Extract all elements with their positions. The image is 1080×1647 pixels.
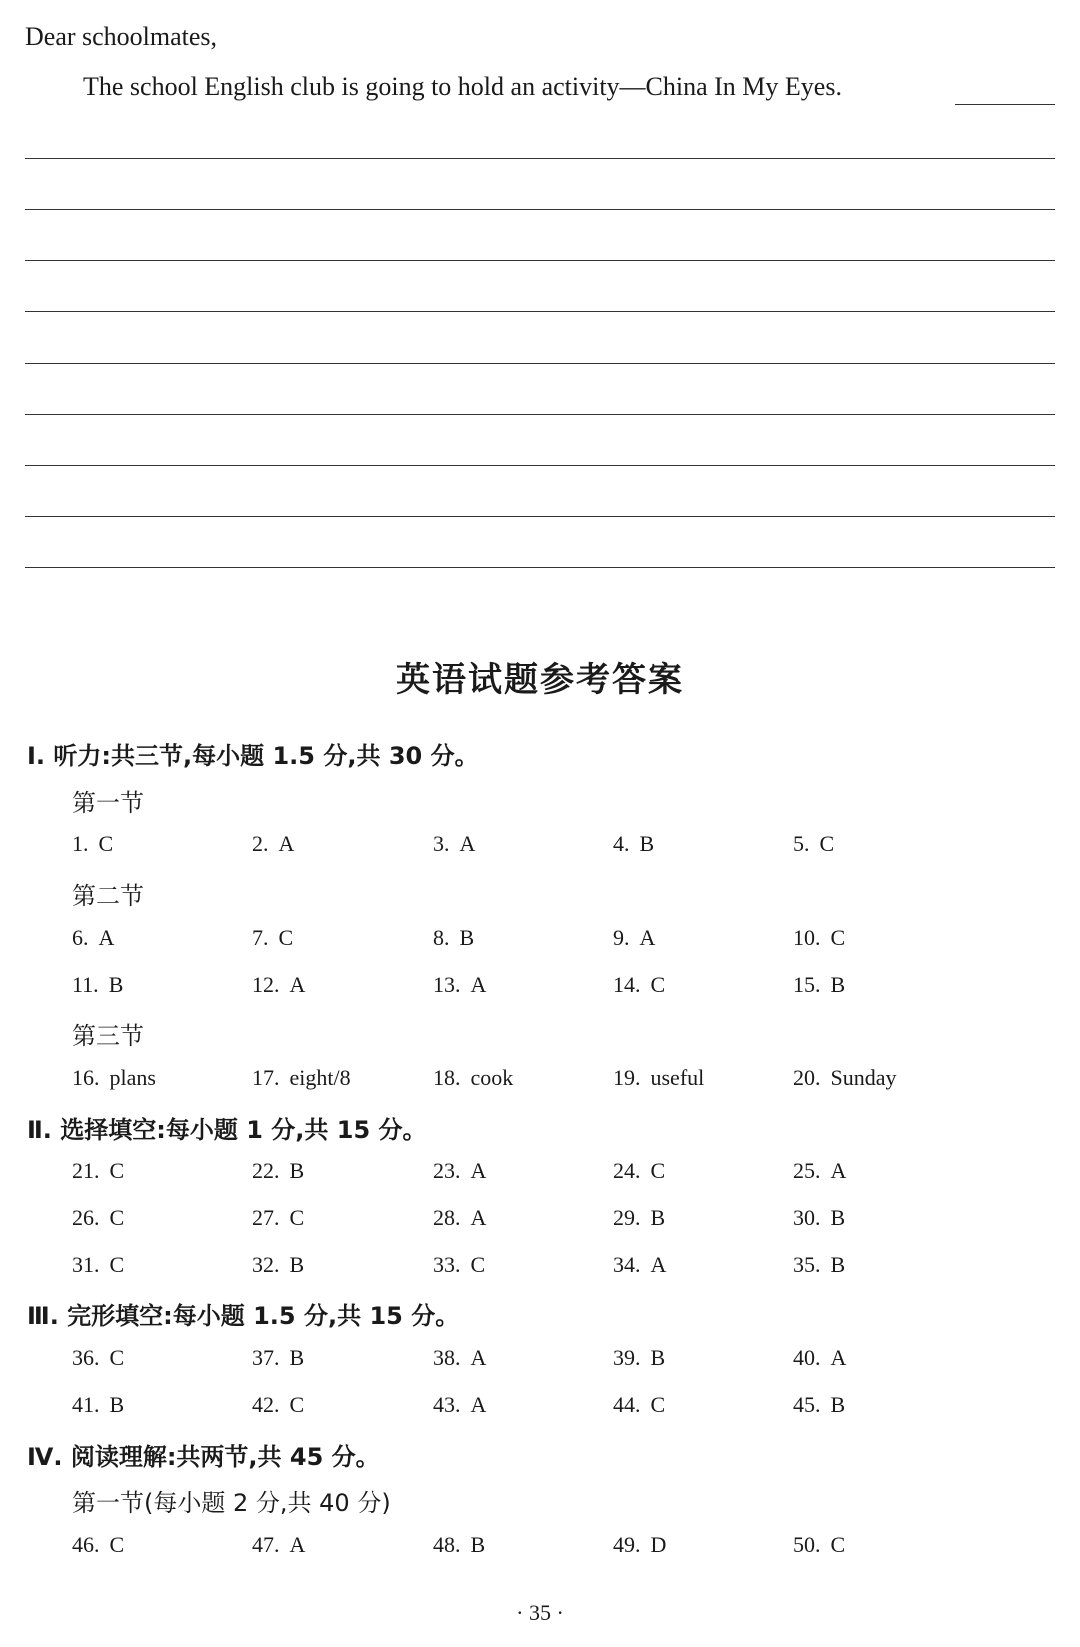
question-number: 20. (793, 1064, 821, 1090)
answer-value: A (98, 924, 115, 950)
section-heading: Ⅲ. 完形填空:每小题 1.5 分,共 15 分。 (27, 1302, 460, 1331)
question-number: 31. (72, 1251, 100, 1277)
answer-value: C (650, 1158, 666, 1184)
answer-item (613, 1392, 665, 1418)
question-number: 29. (613, 1205, 641, 1230)
question-number: 46. (72, 1531, 100, 1557)
answer-item (793, 1532, 845, 1558)
question-number: 13. (433, 971, 461, 997)
answer-item (433, 972, 486, 998)
question-number: 16. (72, 1064, 100, 1090)
letter-intro: The school English club is going to hold an activity—China In My Eyes. (83, 72, 842, 101)
answer-value: B (650, 1345, 666, 1371)
answer-row (0, 1065, 1080, 1097)
answer-value: C (830, 924, 846, 950)
question-number: 38. (433, 1345, 461, 1371)
answer-item (252, 831, 294, 857)
answer-item (613, 831, 654, 857)
answer-item (793, 1252, 845, 1278)
answer-item (72, 925, 114, 951)
answer-value: A (470, 1391, 487, 1417)
answer-row (0, 831, 1080, 863)
answer-item (252, 1205, 304, 1231)
question-number: 44. (613, 1391, 641, 1417)
answer-value: useful (650, 1064, 705, 1090)
answer-item (793, 831, 834, 857)
answer-item (793, 1392, 845, 1418)
answer-value: A (830, 1345, 847, 1371)
answer-item (433, 1345, 486, 1371)
question-number: 6. (72, 924, 89, 950)
answer-value: C (470, 1251, 486, 1277)
question-number: 32. (252, 1251, 280, 1277)
answer-item (433, 1252, 485, 1278)
writing-line (25, 260, 1055, 261)
answer-item (793, 972, 845, 998)
section-heading: Ⅳ. 阅读理解:共两节,共 45 分。 (27, 1442, 380, 1471)
answer-item (252, 972, 305, 998)
answer-item (433, 831, 475, 857)
question-number: 7. (252, 924, 269, 950)
answer-value: A (289, 1531, 306, 1557)
question-number: 5. (793, 831, 810, 857)
writing-line (25, 567, 1055, 568)
answer-value: C (109, 1205, 125, 1230)
answer-item (433, 1065, 513, 1091)
answer-value: B (650, 1205, 666, 1230)
answer-row (0, 1158, 1080, 1190)
answer-item (252, 1345, 304, 1371)
question-number: 49. (613, 1531, 641, 1557)
answer-value: A (470, 1158, 487, 1184)
question-number: 15. (793, 971, 821, 997)
answer-item (613, 1065, 704, 1091)
answer-row (0, 1252, 1080, 1284)
answer-value: D (650, 1531, 667, 1557)
answer-item (613, 972, 665, 998)
answer-item (613, 1345, 665, 1371)
answer-value: cook (470, 1064, 514, 1090)
answer-item (433, 1392, 486, 1418)
answer-value: eight/8 (289, 1064, 351, 1090)
question-number: 36. (72, 1345, 100, 1371)
answer-value: A (470, 1205, 487, 1230)
answer-item (793, 925, 845, 951)
answer-item (252, 925, 293, 951)
answer-item (72, 1205, 124, 1231)
question-number: 10. (793, 924, 821, 950)
question-number: 30. (793, 1205, 821, 1230)
answer-value: B (639, 831, 655, 857)
question-number: 27. (252, 1205, 280, 1230)
answer-item (72, 1065, 156, 1091)
part-label: 第二节 (72, 882, 144, 911)
answer-item (613, 1532, 666, 1558)
question-number: 41. (72, 1391, 100, 1417)
answer-item (252, 1158, 304, 1184)
question-number: 9. (613, 924, 630, 950)
answer-value: B (289, 1345, 305, 1371)
answer-value: C (289, 1205, 305, 1230)
question-number: 35. (793, 1251, 821, 1277)
question-number: 11. (72, 971, 99, 997)
writing-line (25, 311, 1055, 312)
answer-item (433, 1205, 486, 1231)
question-number: 40. (793, 1345, 821, 1371)
answer-item (433, 1158, 486, 1184)
answer-value: C (109, 1531, 125, 1557)
answer-value: A (470, 1345, 487, 1371)
answer-value: A (289, 971, 306, 997)
writing-line (25, 414, 1055, 415)
answer-item (252, 1532, 305, 1558)
question-number: 17. (252, 1064, 280, 1090)
question-number: 22. (252, 1158, 280, 1184)
answer-value: B (289, 1251, 305, 1277)
answer-item (72, 831, 113, 857)
answer-value: A (639, 924, 656, 950)
question-number: 19. (613, 1064, 641, 1090)
question-number: 39. (613, 1345, 641, 1371)
answer-item (72, 1158, 124, 1184)
answer-value: A (470, 971, 487, 997)
answer-item (613, 1205, 665, 1231)
section-heading: Ⅱ. 选择填空:每小题 1 分,共 15 分。 (27, 1115, 427, 1144)
question-number: 42. (252, 1391, 280, 1417)
answer-value: C (109, 1158, 125, 1184)
answer-value: C (109, 1345, 125, 1371)
answer-row (0, 1205, 1080, 1237)
answer-value: Sunday (830, 1064, 897, 1090)
question-number: 8. (433, 924, 450, 950)
writing-line (25, 465, 1055, 466)
question-number: 12. (252, 971, 280, 997)
question-number: 4. (613, 831, 630, 857)
answer-value: C (650, 1391, 666, 1417)
answer-item (793, 1205, 845, 1231)
answer-value: B (108, 971, 124, 997)
letter-greeting: Dear schoolmates, (25, 22, 218, 51)
answer-value: C (278, 924, 294, 950)
writing-line (25, 209, 1055, 210)
answer-item (72, 1532, 124, 1558)
intro-blank-line (955, 104, 1055, 105)
answer-item (252, 1252, 304, 1278)
answer-item (613, 925, 655, 951)
question-number: 25. (793, 1158, 821, 1184)
answer-value: B (830, 971, 846, 997)
question-number: 18. (433, 1064, 461, 1090)
answer-item (72, 1252, 124, 1278)
answer-item (72, 972, 123, 998)
answer-key-title: 英语试题参考答案 (396, 660, 684, 700)
part-label: 第一节(每小题 2 分,共 40 分) (72, 1489, 391, 1518)
answer-value: B (830, 1251, 846, 1277)
answer-row (0, 972, 1080, 1004)
answer-value: C (819, 831, 835, 857)
question-number: 45. (793, 1391, 821, 1417)
answer-item (613, 1158, 665, 1184)
writing-line (25, 158, 1055, 159)
question-number: 24. (613, 1158, 641, 1184)
question-number: 23. (433, 1158, 461, 1184)
answer-item (793, 1158, 846, 1184)
answer-value: A (650, 1251, 667, 1277)
question-number: 2. (252, 831, 269, 857)
answer-value: C (98, 831, 114, 857)
answer-item (72, 1345, 124, 1371)
answer-value: A (830, 1158, 847, 1184)
question-number: 28. (433, 1205, 461, 1230)
question-number: 48. (433, 1531, 461, 1557)
answer-item (433, 1532, 485, 1558)
answer-item (72, 1392, 124, 1418)
answer-value: B (830, 1391, 846, 1417)
writing-line (25, 516, 1055, 517)
answer-value: C (289, 1391, 305, 1417)
page-number: · 35 · (516, 1600, 564, 1625)
question-number: 1. (72, 831, 89, 857)
answer-value: B (109, 1391, 125, 1417)
answer-item (252, 1065, 351, 1091)
question-number: 3. (433, 831, 450, 857)
section-heading: Ⅰ. 听力:共三节,每小题 1.5 分,共 30 分。 (27, 742, 479, 770)
question-number: 21. (72, 1158, 100, 1184)
part-label: 第三节 (72, 1022, 144, 1051)
answer-value: B (289, 1158, 305, 1184)
answer-item (613, 1252, 666, 1278)
answer-item (793, 1345, 846, 1371)
answer-value: C (109, 1251, 125, 1277)
question-number: 14. (613, 971, 641, 997)
question-number: 26. (72, 1205, 100, 1230)
answer-value: C (650, 971, 666, 997)
answer-value: B (830, 1205, 846, 1230)
answer-row (0, 925, 1080, 957)
answer-row (0, 1392, 1080, 1424)
answer-item (252, 1392, 304, 1418)
answer-value: A (459, 831, 476, 857)
answer-value: C (830, 1531, 846, 1557)
question-number: 43. (433, 1391, 461, 1417)
answer-row (0, 1532, 1080, 1564)
answer-row (0, 1345, 1080, 1377)
question-number: 47. (252, 1531, 280, 1557)
question-number: 34. (613, 1251, 641, 1277)
answer-item (433, 925, 474, 951)
writing-line (25, 363, 1055, 364)
part-label: 第一节 (72, 788, 144, 817)
answer-value: B (459, 924, 475, 950)
question-number: 50. (793, 1531, 821, 1557)
answer-item (793, 1065, 897, 1091)
answer-value: A (278, 831, 295, 857)
answer-value: B (470, 1531, 486, 1557)
question-number: 37. (252, 1345, 280, 1371)
answer-value: plans (109, 1064, 156, 1090)
question-number: 33. (433, 1251, 461, 1277)
